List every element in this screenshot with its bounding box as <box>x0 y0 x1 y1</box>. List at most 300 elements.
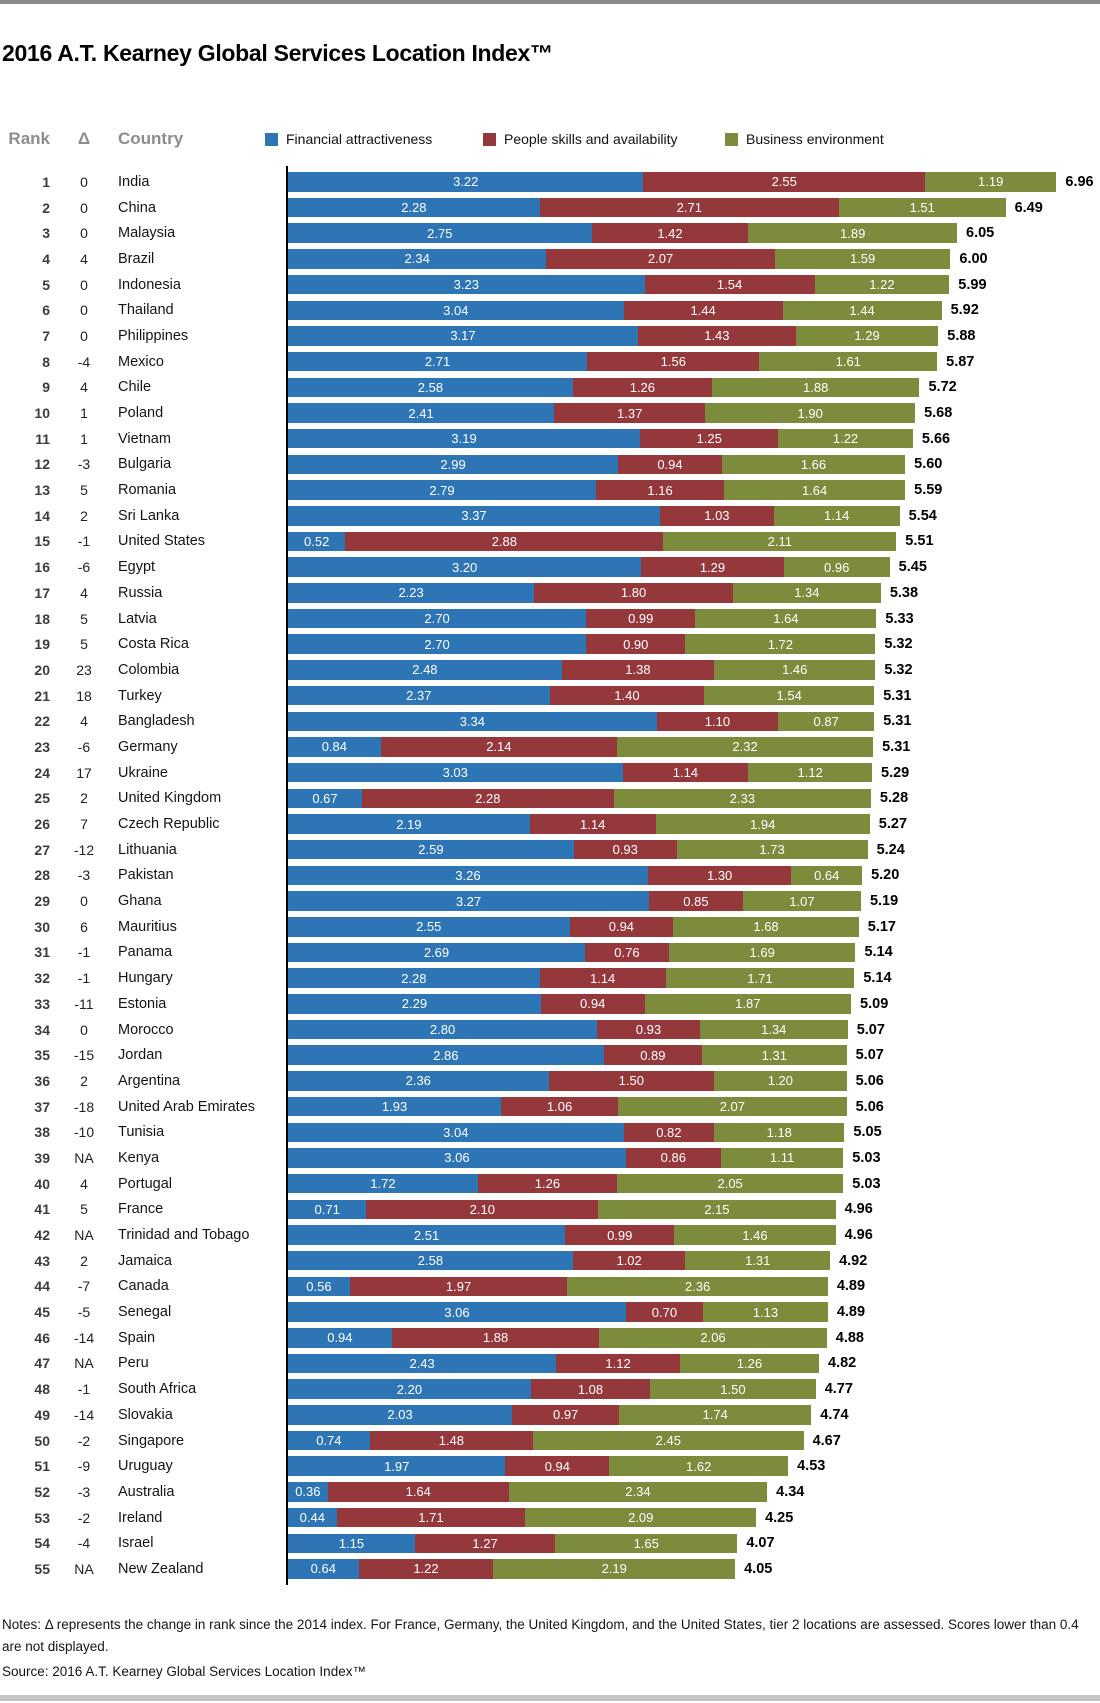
table-row <box>0 786 1100 812</box>
total-score: 4.89 <box>836 1278 866 1295</box>
bar-segment-business-env: 1.64 <box>695 609 876 629</box>
stacked-bar <box>288 1379 1100 1399</box>
bar-segment-business-env: 1.34 <box>733 583 881 603</box>
stacked-bar <box>288 634 1100 654</box>
country-label: Romania <box>118 482 177 499</box>
bar-segment-business-env: 2.19 <box>493 1559 735 1579</box>
stacked-bar <box>288 403 1100 423</box>
bar-segment-financial: 0.67 <box>288 789 362 809</box>
total-score: 5.14 <box>863 970 892 987</box>
bar-segment-business-env: 1.14 <box>774 506 900 526</box>
stacked-bar <box>288 275 1100 295</box>
delta-value: -4 <box>77 353 91 370</box>
country-label: United Kingdom <box>118 790 222 807</box>
total-score: 5.32 <box>884 661 913 678</box>
stacked-bar <box>288 891 1100 911</box>
country-label: New Zealand <box>118 1560 204 1577</box>
total-score: 5.09 <box>860 995 889 1012</box>
stacked-bar <box>288 455 1100 475</box>
bar-segment-business-env: 2.33 <box>614 789 871 809</box>
country-label: Jordan <box>118 1047 163 1064</box>
stacked-bar <box>288 1405 1100 1425</box>
rank-value: 16 <box>34 559 50 576</box>
country-label: Kenya <box>118 1149 160 1166</box>
country-label: Egypt <box>118 559 156 576</box>
table-row <box>0 220 1100 246</box>
bar-segment-people-skills: 1.26 <box>573 378 712 398</box>
stacked-bar <box>288 1071 1100 1091</box>
country-label: Australia <box>118 1483 175 1500</box>
bar-segment-people-skills: 2.10 <box>366 1200 598 1220</box>
bar-segment-business-env: 1.51 <box>839 198 1006 218</box>
delta-value: 4 <box>80 584 88 601</box>
country-label: Slovakia <box>118 1406 173 1423</box>
bar-segment-business-env: 1.72 <box>685 634 875 654</box>
bar-segment-financial: 0.36 <box>288 1482 328 1502</box>
rank-value: 55 <box>34 1560 50 1577</box>
bar-segment-financial: 2.70 <box>288 609 586 629</box>
total-score: 4.88 <box>835 1329 864 1346</box>
stacked-bar <box>288 1508 1100 1528</box>
table-row <box>0 837 1100 863</box>
delta-value: 1 <box>80 430 88 447</box>
bar-segment-financial: 3.19 <box>288 429 640 449</box>
table-row <box>0 580 1100 606</box>
total-score: 5.07 <box>855 1047 884 1064</box>
bar-segment-financial: 3.06 <box>288 1148 626 1168</box>
legend-swatch-financial-icon <box>265 133 278 146</box>
rank-value: 39 <box>34 1149 50 1166</box>
stacked-bar <box>288 506 1100 526</box>
bar-segment-people-skills: 0.82 <box>624 1123 715 1143</box>
country-label: Estonia <box>118 995 167 1012</box>
country-label: Turkey <box>118 687 162 704</box>
stacked-bar <box>288 249 1100 269</box>
delta-value: NA <box>74 1149 94 1166</box>
delta-value: 4 <box>80 713 88 730</box>
bar-segment-people-skills: 1.03 <box>660 506 774 526</box>
rank-value: 15 <box>34 533 50 550</box>
total-score: 4.96 <box>844 1201 873 1218</box>
bar-segment-people-skills: 0.93 <box>597 1020 700 1040</box>
delta-value: -6 <box>77 559 91 576</box>
total-score: 4.25 <box>765 1509 794 1526</box>
total-score: 4.53 <box>797 1458 826 1475</box>
rank-value: 34 <box>34 1021 50 1038</box>
legend-label-people-skills: People skills and availability <box>504 131 678 147</box>
bar-segment-business-env: 1.73 <box>677 840 868 860</box>
stacked-bar <box>288 1302 1100 1322</box>
bar-segment-business-env: 1.22 <box>778 429 913 449</box>
rank-value: 28 <box>34 867 50 884</box>
stacked-bar <box>288 1251 1100 1271</box>
rank-value: 25 <box>34 790 50 807</box>
table-row <box>0 657 1100 683</box>
column-header-delta: Δ <box>77 129 91 148</box>
stacked-bar <box>288 1277 1100 1297</box>
stacked-bar <box>288 1482 1100 1502</box>
bar-segment-people-skills: 1.97 <box>350 1277 567 1297</box>
table-row <box>0 1479 1100 1505</box>
bar-segment-people-skills: 1.44 <box>624 301 783 321</box>
table-row <box>0 1197 1100 1223</box>
total-score: 4.74 <box>820 1406 849 1423</box>
table-row <box>0 683 1100 709</box>
total-score: 5.31 <box>883 687 912 704</box>
total-score: 5.06 <box>855 1072 884 1089</box>
table-row <box>0 246 1100 272</box>
total-score: 5.60 <box>914 456 943 473</box>
bar-segment-people-skills: 0.94 <box>505 1456 609 1476</box>
bar-segment-business-env: 2.32 <box>617 737 873 757</box>
bar-segment-people-skills: 1.71 <box>337 1508 526 1528</box>
country-label: Bangladesh <box>118 713 195 730</box>
delta-value: 0 <box>80 327 88 344</box>
country-label: Bulgaria <box>118 456 172 473</box>
bar-segment-business-env: 2.07 <box>618 1097 847 1117</box>
stacked-bar <box>288 814 1100 834</box>
bar-segment-people-skills: 2.14 <box>381 737 617 757</box>
country-label: Lithuania <box>118 841 177 858</box>
country-label: Hungary <box>118 970 173 987</box>
delta-value: 5 <box>80 636 88 653</box>
bar-segment-people-skills: 0.94 <box>618 455 722 475</box>
delta-value: -1 <box>77 944 91 961</box>
table-row <box>0 426 1100 452</box>
total-score: 5.05 <box>853 1124 882 1141</box>
total-score: 5.28 <box>879 790 909 807</box>
bar-segment-financial: 2.69 <box>288 943 585 963</box>
table-row <box>0 734 1100 760</box>
bar-segment-business-env: 1.66 <box>722 455 905 475</box>
table-row <box>0 375 1100 401</box>
rank-value: 6 <box>42 302 50 319</box>
rank-value: 49 <box>34 1406 50 1423</box>
total-score: 5.66 <box>921 430 951 447</box>
delta-value: 2 <box>80 1252 88 1269</box>
rank-value: 51 <box>34 1458 50 1475</box>
stacked-bar <box>288 583 1100 603</box>
table-row <box>0 940 1100 966</box>
delta-value: 4 <box>80 379 88 396</box>
delta-value: 2 <box>80 1072 88 1089</box>
country-label: Trinidad and Tobago <box>118 1227 250 1244</box>
table-row <box>0 1325 1100 1351</box>
total-score: 5.20 <box>871 867 900 884</box>
rank-value: 17 <box>34 584 50 601</box>
table-row <box>0 529 1100 555</box>
rank-value: 11 <box>35 430 50 447</box>
bar-segment-people-skills: 1.64 <box>328 1482 509 1502</box>
table-row <box>0 1556 1100 1582</box>
bar-segment-people-skills: 0.85 <box>649 891 743 911</box>
rank-value: 18 <box>34 610 50 627</box>
bar-segment-business-env: 1.12 <box>748 763 872 783</box>
bar-segment-people-skills: 0.90 <box>586 634 685 654</box>
bar-segment-people-skills: 1.22 <box>359 1559 494 1579</box>
table-row <box>0 554 1100 580</box>
stacked-bar <box>288 1328 1100 1348</box>
country-label: Malaysia <box>118 225 176 242</box>
bar-segment-people-skills: 1.08 <box>531 1379 650 1399</box>
total-score: 5.03 <box>852 1175 881 1192</box>
total-score: 6.96 <box>1065 173 1094 190</box>
country-label: South Africa <box>118 1381 197 1398</box>
country-label: Philippines <box>118 327 189 344</box>
bar-segment-financial: 2.36 <box>288 1071 549 1091</box>
table-row <box>0 400 1100 426</box>
table-row <box>0 477 1100 503</box>
bar-segment-financial: 0.71 <box>288 1200 366 1220</box>
bar-segment-people-skills: 1.27 <box>415 1534 555 1554</box>
country-label: Spain <box>118 1329 156 1346</box>
total-score: 4.77 <box>824 1381 853 1398</box>
delta-value: -2 <box>77 1432 91 1449</box>
delta-value: -11 <box>74 995 94 1012</box>
delta-value: 23 <box>76 661 92 678</box>
bar-segment-business-env: 1.94 <box>656 814 870 834</box>
table-row <box>0 708 1100 734</box>
bar-segment-business-env: 0.96 <box>784 557 890 577</box>
legend-item-people-skills <box>483 131 678 147</box>
table-row <box>0 1274 1100 1300</box>
table-row <box>0 1299 1100 1325</box>
delta-value: 4 <box>80 250 88 267</box>
delta-value: -1 <box>77 1381 91 1398</box>
total-score: 4.07 <box>746 1535 775 1552</box>
bar-segment-people-skills: 2.07 <box>546 249 775 269</box>
bar-segment-financial: 0.52 <box>288 532 345 552</box>
rank-value: 31 <box>34 944 50 961</box>
delta-value: -14 <box>73 1329 95 1346</box>
delta-value: 17 <box>76 764 92 781</box>
total-score: 5.99 <box>958 276 987 293</box>
country-label: Germany <box>118 738 178 755</box>
stacked-bar <box>288 1225 1100 1245</box>
stacked-bar <box>288 1123 1100 1143</box>
table-row <box>0 297 1100 323</box>
country-label: Indonesia <box>118 276 181 293</box>
bar-segment-business-env: 0.87 <box>778 712 874 732</box>
rank-value: 33 <box>34 995 50 1012</box>
bar-segment-people-skills: 1.80 <box>534 583 733 603</box>
rank-value: 43 <box>34 1252 50 1269</box>
bar-segment-people-skills: 1.16 <box>596 480 724 500</box>
bar-segment-business-env: 2.11 <box>663 532 896 552</box>
bar-segment-financial: 2.59 <box>288 840 574 860</box>
bar-segment-financial: 2.41 <box>288 403 554 423</box>
legend-label-business-env: Business environment <box>746 131 884 147</box>
country-label: Peru <box>118 1355 149 1372</box>
delta-value: NA <box>74 1560 94 1577</box>
rank-value: 23 <box>34 738 50 755</box>
total-score: 5.51 <box>905 533 934 550</box>
bar-segment-financial: 2.58 <box>288 378 573 398</box>
rank-value: 30 <box>34 918 50 935</box>
bar-segment-people-skills: 0.76 <box>585 943 669 963</box>
stacked-bar <box>288 198 1100 218</box>
delta-value: 2 <box>80 507 88 524</box>
bar-segment-people-skills: 0.94 <box>541 994 645 1014</box>
bar-segment-financial: 3.03 <box>288 763 623 783</box>
bar-segment-people-skills: 1.29 <box>641 557 783 577</box>
delta-value: 0 <box>80 173 88 190</box>
bar-segment-financial: 2.37 <box>288 686 550 706</box>
country-label: Thailand <box>118 302 174 319</box>
total-score: 6.05 <box>966 225 995 242</box>
bar-segment-financial: 2.70 <box>288 634 586 654</box>
rank-value: 3 <box>42 225 50 242</box>
bar-segment-business-env: 1.61 <box>759 352 937 372</box>
bar-segment-business-env: 1.18 <box>714 1123 844 1143</box>
rank-value: 8 <box>42 353 50 370</box>
bar-segment-people-skills: 1.02 <box>573 1251 686 1271</box>
country-label: Poland <box>118 405 164 422</box>
bar-segment-business-env: 1.89 <box>748 223 957 243</box>
bar-segment-people-skills: 1.10 <box>657 712 778 732</box>
stacked-bar <box>288 1456 1100 1476</box>
total-score: 4.92 <box>839 1252 868 1269</box>
rank-value: 40 <box>34 1175 50 1192</box>
delta-value: -6 <box>77 738 91 755</box>
total-score: 5.88 <box>947 327 976 344</box>
table-row <box>0 1453 1100 1479</box>
bar-segment-financial: 3.23 <box>288 275 645 295</box>
country-label: Chile <box>118 379 152 396</box>
country-label: Senegal <box>118 1304 172 1321</box>
table-row <box>0 1222 1100 1248</box>
country-label: Latvia <box>118 610 157 627</box>
bar-segment-financial: 3.04 <box>288 1123 624 1143</box>
rank-value: 22 <box>34 713 50 730</box>
delta-value: -10 <box>73 1124 95 1141</box>
table-row <box>0 1042 1100 1068</box>
legend-label-financial: Financial attractiveness <box>286 131 433 147</box>
delta-value: -7 <box>77 1278 91 1295</box>
stacked-bar <box>288 532 1100 552</box>
stacked-bar <box>288 378 1100 398</box>
table-row <box>0 1119 1100 1145</box>
bar-segment-people-skills: 1.43 <box>638 326 796 346</box>
delta-value: -5 <box>77 1304 91 1321</box>
bar-segment-business-env: 1.31 <box>685 1251 830 1271</box>
bar-segment-financial: 1.93 <box>288 1097 501 1117</box>
table-row <box>0 1017 1100 1043</box>
total-score: 5.24 <box>876 841 905 858</box>
bar-segment-people-skills: 0.86 <box>626 1148 721 1168</box>
bar-segment-people-skills: 0.70 <box>626 1302 703 1322</box>
country-label: United States <box>118 533 206 550</box>
rank-value: 21 <box>34 687 50 704</box>
delta-value: -15 <box>73 1047 95 1064</box>
delta-value: -3 <box>77 867 91 884</box>
table-row <box>0 631 1100 657</box>
total-score: 5.19 <box>869 893 899 910</box>
delta-value: -12 <box>73 841 95 858</box>
bar-segment-financial: 1.72 <box>288 1174 478 1194</box>
bar-segment-business-env: 1.11 <box>721 1148 844 1168</box>
country-label: United Arab Emirates <box>118 1098 256 1115</box>
bar-segment-business-env: 1.31 <box>702 1045 847 1065</box>
top-divider-bar <box>0 0 1100 4</box>
total-score: 5.92 <box>950 302 979 319</box>
rank-value: 47 <box>34 1355 50 1372</box>
bar-segment-financial: 2.79 <box>288 480 596 500</box>
rank-value: 42 <box>34 1227 50 1244</box>
bar-segment-people-skills: 2.55 <box>643 172 925 192</box>
rank-value: 50 <box>34 1432 50 1449</box>
bar-segment-business-env: 1.46 <box>674 1225 835 1245</box>
delta-value: 4 <box>80 1175 88 1192</box>
stacked-bar <box>288 352 1100 372</box>
page-title: 2016 A.T. Kearney Global Services Location Index™ <box>2 40 553 66</box>
rank-value: 48 <box>34 1381 50 1398</box>
bar-segment-business-env: 1.74 <box>619 1405 811 1425</box>
table-row <box>0 1145 1100 1171</box>
bar-segment-financial: 2.28 <box>288 198 540 218</box>
delta-value: -9 <box>77 1458 91 1475</box>
bar-segment-business-env: 1.71 <box>666 968 855 988</box>
stacked-bar <box>288 917 1100 937</box>
delta-value: NA <box>74 1355 94 1372</box>
bottom-divider-bar <box>0 1695 1100 1701</box>
delta-value: -14 <box>73 1406 95 1423</box>
total-score: 4.96 <box>844 1227 873 1244</box>
bar-segment-people-skills: 1.30 <box>648 866 792 886</box>
stacked-bar <box>288 1020 1100 1040</box>
bar-segment-business-env: 1.46 <box>714 660 875 680</box>
country-label: Mauritius <box>118 918 177 935</box>
bar-segment-people-skills: 0.93 <box>574 840 677 860</box>
source-line: Source: 2016 A.T. Kearney Global Services Location Index™ <box>2 1664 366 1679</box>
rank-value: 54 <box>34 1535 50 1552</box>
bar-segment-financial: 3.22 <box>288 172 643 192</box>
bar-segment-financial: 1.97 <box>288 1456 505 1476</box>
bar-segment-financial: 2.55 <box>288 917 570 937</box>
country-label: Morocco <box>118 1021 174 1038</box>
rank-value: 9 <box>42 379 50 396</box>
total-score: 4.05 <box>744 1560 773 1577</box>
bar-segment-business-env: 2.05 <box>617 1174 843 1194</box>
bar-segment-financial: 3.37 <box>288 506 660 526</box>
stacked-bar <box>288 1534 1100 1554</box>
total-score: 5.54 <box>908 507 937 524</box>
stacked-bar <box>288 1148 1100 1168</box>
bar-segment-business-env: 1.07 <box>743 891 861 911</box>
rank-value: 37 <box>34 1098 50 1115</box>
table-row <box>0 1505 1100 1531</box>
rank-value: 13 <box>34 482 50 499</box>
rank-value: 35 <box>34 1047 50 1064</box>
country-label: India <box>118 173 150 190</box>
bar-segment-people-skills: 1.12 <box>556 1354 680 1374</box>
total-score: 5.07 <box>856 1021 885 1038</box>
bar-segment-people-skills: 2.71 <box>540 198 839 218</box>
table-row <box>0 1351 1100 1377</box>
delta-value: NA <box>74 1227 94 1244</box>
table-row <box>0 272 1100 298</box>
bar-segment-people-skills: 1.25 <box>640 429 778 449</box>
total-score: 5.31 <box>883 713 912 730</box>
bar-segment-financial: 0.74 <box>288 1431 370 1451</box>
table-row <box>0 169 1100 195</box>
table-row <box>0 1171 1100 1197</box>
bar-segment-people-skills: 1.26 <box>478 1174 617 1194</box>
country-label: Vietnam <box>118 430 171 447</box>
bar-segment-financial: 0.64 <box>288 1559 359 1579</box>
bar-segment-financial: 2.03 <box>288 1405 512 1425</box>
bar-segment-business-env: 1.59 <box>775 249 951 269</box>
